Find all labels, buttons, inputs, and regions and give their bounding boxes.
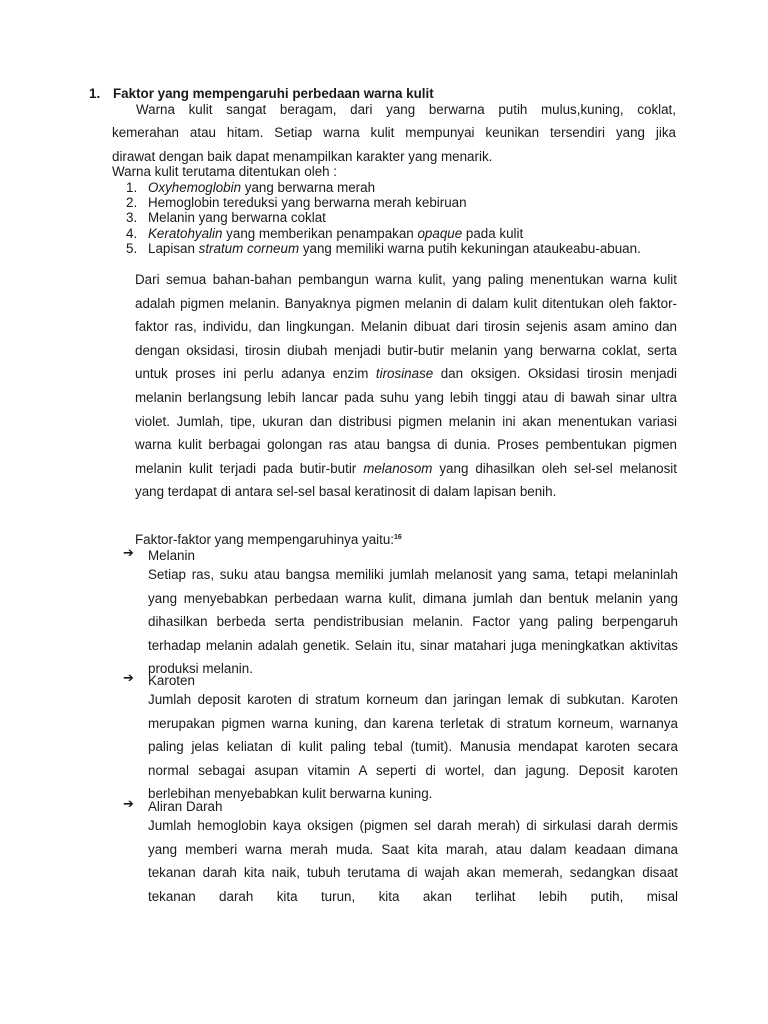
factors-title: Faktor-faktor yang mempengaruhinya yaitu:$^{16}$ — [135, 532, 402, 547]
arrow-icon: ➔ — [123, 545, 134, 560]
list-item: 2. Hemoglobin tereduksi yang berwarna merah kebiruan — [126, 195, 467, 211]
determinants-list — [112, 180, 712, 256]
list-item: 3. Melanin yang berwarna coklat — [126, 210, 326, 226]
factor-label: Karoten — [148, 673, 195, 688]
intro-line-2: kemerahan atau hitam. Setiap warna kulit mempunyai keunikan tersendiri yang jika — [112, 125, 676, 140]
section-heading — [89, 86, 434, 101]
section-number: 1. — [89, 86, 101, 101]
intro-line-4: Warna kulit terutama ditentukan oleh : — [112, 164, 338, 179]
intro-line-1: Warna kulit sangat beragam, dari yang berwarna putih mulus,kuning, coklat, — [136, 102, 676, 117]
factor-label: Aliran Darah — [148, 799, 223, 814]
intro-line-3: dirawat dengan baik dapat menampilkan karakter yang menarik. — [112, 149, 493, 164]
arrow-icon: ➔ — [123, 670, 134, 685]
list-item: 4. Keratohyalin yang memberikan penampakan opaque pada kulit — [126, 225, 524, 241]
factor-label: Melanin — [148, 548, 195, 563]
footnote-ref: 16 — [394, 534, 402, 541]
melanin-paragraph: Dari semua bahan-bahan pembangun warna kulit, yang paling menentukan warna kulit adalah pigmen melanin. Banyaknya pigmen melanin di dalam kulit ditentukan oleh faktor-faktor ras, individu, dan lingkungan. Melanin dibuat dari tirosin sejenis asam amino dan dengan oksidasi, tirosin diubah menjadi butir-butir melanin yang berwarna coklat, serta untuk proses ini perlu adanya enzim tirosinase dan oksigen. Oksidasi tirosin menjadi melanin berlangsung lebih lancar pada suhu yang lebih tinggi atau di bawah sinar ultra violet. Jumlah, tipe, ukuran dan distribusi pigmen melanin ini akan menentukan variasi warna kulit berbagai golongan ras atau bangsa di dunia. Proses pembentukan pigmen melanin kulit terjadi pada butir-butir melanosom yang dihasilkan oleh sel-sel melanosit yang terdapat di antara sel-sel basal keratinosit di dalam lapisan benih. — [135, 272, 677, 500]
factor-description: Setiap ras, suku atau bangsa memiliki jumlah melanosit yang sama, tetapi melaninlah yang menyebabkan perbedaan warna kulit, dimana jumlah dan bentuk melanin yang dihasilkan berbeda serta pendistribusian melanin. Factor yang paling berpengaruh terhadap melanin adalah genetik. Selain itu, sinar matahari juga meningkatkan aktivitas produksi melanin. — [148, 567, 678, 677]
arrow-icon: ➔ — [123, 796, 134, 811]
list-item: 5. Lapisan stratum corneum yang memiliki warna putih kekuningan ataukeabu-abuan. — [126, 240, 641, 256]
list-item: 1. Oxyhemoglobin yang berwarna merah — [126, 180, 376, 195]
factor-description: Jumlah deposit karoten di stratum korneum dan jaringan lemak di subkutan. Karoten merupakan pigmen warna kuning, dan karena terletak di stratum korneum, warnanya paling jelas keliatan di kulit paling tebal (tumit). Manusia mendapat karoten secara normal sebagai asupan vitamin A seperti di wortel, dan jagung. Deposit karoten berlebihan menyebabkan kulit berwarna kuning. — [148, 692, 678, 802]
factor-description: Jumlah hemoglobin kaya oksigen (pigmen sel darah merah) di sirkulasi darah dermis yang memberi warna merah muda. Saat kita marah, atau dalam keadaan dimana tekanan darah kita naik, tubuh terutama di wajah akan memerah, sedangkan disaat tekanan darah kita turun, kita akan terlihat lebih putih, misal — [148, 818, 678, 904]
section-title: Faktor yang mempengaruhi perbedaan warna kulit — [113, 86, 434, 101]
